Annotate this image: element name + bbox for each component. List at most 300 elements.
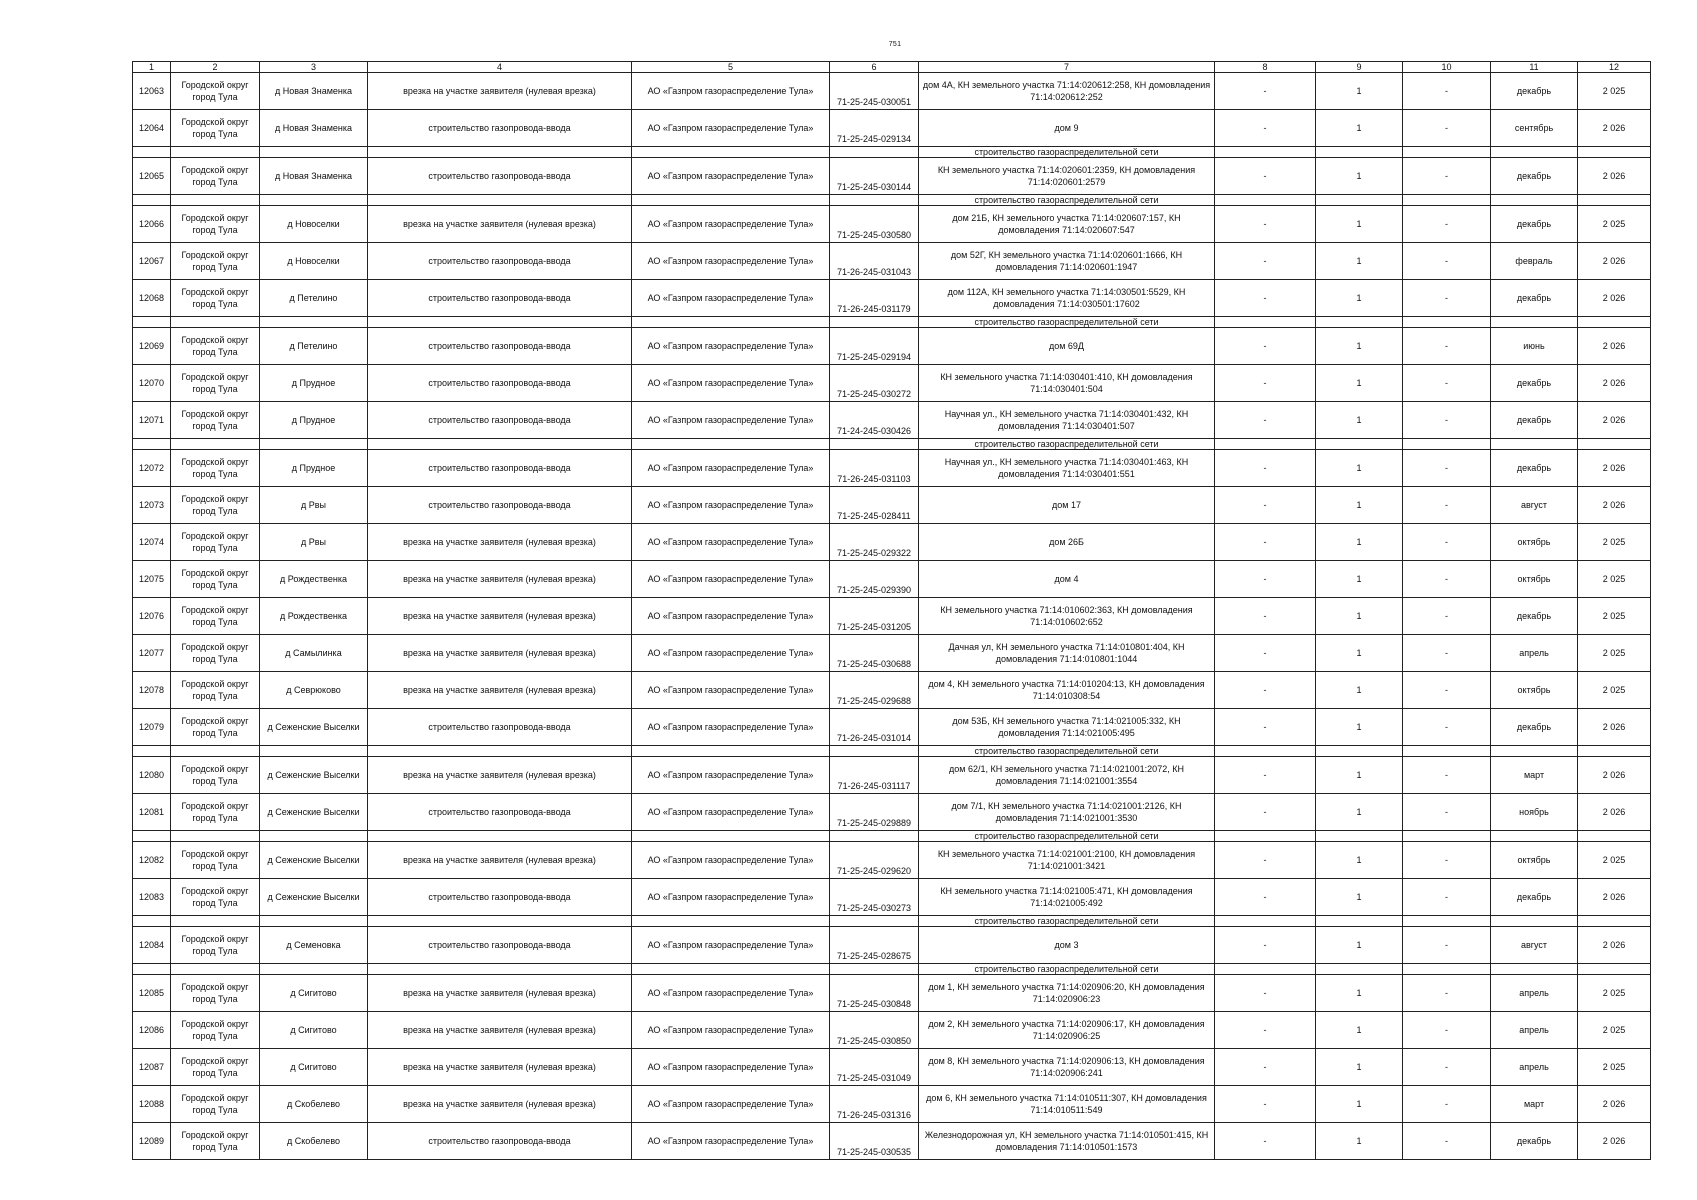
table-row [133,598,1651,635]
year-cell: 2 025 [1578,842,1651,879]
row-number: 12080 [133,757,171,794]
column-10-cell: - [1403,328,1491,365]
separator-blank-cell [632,439,830,450]
locality-cell: д Новоселки [260,206,368,243]
month-cell: декабрь [1491,206,1578,243]
application-code-cell: 71-26-245-031117 [830,757,919,794]
quantity-cell: 1 [1316,794,1403,831]
separator-blank-cell [1578,317,1651,328]
organization-cell: АО «Газпром газораспределение Тула» [632,709,830,746]
table-row [133,487,1651,524]
row-number: 12083 [133,879,171,916]
separator-blank-cell [368,964,632,975]
quantity-cell: 1 [1316,402,1403,439]
address-cell: дом 53Б, КН земельного участка 71:14:021005:332, КН домовладения 71:14:021005:495 [919,709,1215,746]
year-cell: 2 026 [1578,879,1651,916]
work-type-cell: врезка на участке заявителя (нулевая врезка) [368,842,632,879]
separator-blank-cell [1215,746,1316,757]
separator-blank-cell [1491,831,1578,842]
column-8-cell: - [1215,280,1316,317]
work-type-cell: врезка на участке заявителя (нулевая врезка) [368,1086,632,1123]
gasification-table [132,61,1651,1160]
table-row [133,1012,1651,1049]
separator-blank-cell [1578,147,1651,158]
organization-cell: АО «Газпром газораспределение Тула» [632,794,830,831]
year-cell: 2 026 [1578,927,1651,964]
district-cell: Городской округ город Тула [171,635,260,672]
separator-blank-cell [1578,916,1651,927]
district-cell: Городской округ город Тула [171,280,260,317]
address-cell: дом 26Б [919,524,1215,561]
row-number: 12076 [133,598,171,635]
district-cell: Городской округ город Тула [171,524,260,561]
application-code-cell: 71-25-245-030051 [830,73,919,110]
table-row [133,450,1651,487]
district-cell: Городской округ город Тула [171,1123,260,1160]
district-cell: Городской округ город Тула [171,1012,260,1049]
table-row [133,158,1651,195]
separator-blank-cell [1578,831,1651,842]
separator-blank-cell [1215,916,1316,927]
district-cell: Городской округ город Тула [171,110,260,147]
row-number: 12075 [133,561,171,598]
address-cell: дом 21Б, КН земельного участка 71:14:020607:157, КН домовладения 71:14:020607:547 [919,206,1215,243]
separator-blank-cell [1403,746,1491,757]
column-10-cell: - [1403,635,1491,672]
row-number: 12089 [133,1123,171,1160]
column-8-cell: - [1215,73,1316,110]
separator-blank-cell [1491,746,1578,757]
column-10-cell: - [1403,842,1491,879]
organization-cell: АО «Газпром газораспределение Тула» [632,158,830,195]
page-number: 751 [888,41,902,48]
column-header: 5 [632,62,830,73]
organization-cell: АО «Газпром газораспределение Тула» [632,524,830,561]
month-cell: декабрь [1491,450,1578,487]
year-cell: 2 026 [1578,158,1651,195]
quantity-cell: 1 [1316,709,1403,746]
month-cell: декабрь [1491,879,1578,916]
separator-blank-cell [260,147,368,158]
address-cell: КН земельного участка 71:14:021001:2100, КН домовладения 71:14:021001:3421 [919,842,1215,879]
table-row [133,757,1651,794]
month-cell: октябрь [1491,842,1578,879]
month-cell: август [1491,927,1578,964]
organization-cell: АО «Газпром газораспределение Тула» [632,280,830,317]
application-code-cell: 71-25-245-030688 [830,635,919,672]
column-header: 2 [171,62,260,73]
table-row [133,328,1651,365]
quantity-cell: 1 [1316,1123,1403,1160]
work-type-cell: врезка на участке заявителя (нулевая врезка) [368,975,632,1012]
column-header: 7 [919,62,1215,73]
section-separator-row [133,439,1651,450]
column-10-cell: - [1403,1049,1491,1086]
work-type-cell: врезка на участке заявителя (нулевая врезка) [368,73,632,110]
column-header: 3 [260,62,368,73]
address-cell: дом 7/1, КН земельного участка 71:14:021001:2126, КН домовладения 71:14:021001:3530 [919,794,1215,831]
column-10-cell: - [1403,1086,1491,1123]
separator-blank-cell [260,439,368,450]
district-cell: Городской округ город Тула [171,365,260,402]
application-code-cell: 71-25-245-029134 [830,110,919,147]
separator-blank-cell [1215,317,1316,328]
application-code-cell: 71-24-245-030426 [830,402,919,439]
district-cell: Городской округ город Тула [171,243,260,280]
work-type-cell: строительство газопровода-ввода [368,158,632,195]
row-number: 12078 [133,672,171,709]
address-cell: дом 8, КН земельного участка 71:14:020906:13, КН домовладения 71:14:020906:241 [919,1049,1215,1086]
application-code-cell: 71-25-245-029688 [830,672,919,709]
locality-cell: д Самылинка [260,635,368,672]
separator-blank-cell [632,195,830,206]
district-cell: Городской округ город Тула [171,206,260,243]
separator-blank-cell [171,439,260,450]
month-cell: ноябрь [1491,794,1578,831]
month-cell: апрель [1491,975,1578,1012]
quantity-cell: 1 [1316,672,1403,709]
month-cell: март [1491,757,1578,794]
table-row [133,243,1651,280]
column-8-cell: - [1215,1086,1316,1123]
year-cell: 2 026 [1578,450,1651,487]
separator-blank-cell [260,831,368,842]
locality-cell: д Петелино [260,280,368,317]
work-type-cell: строительство газопровода-ввода [368,487,632,524]
locality-cell: д Рождественка [260,561,368,598]
work-type-cell: врезка на участке заявителя (нулевая врезка) [368,206,632,243]
month-cell: апрель [1491,1049,1578,1086]
year-cell: 2 025 [1578,975,1651,1012]
table-row [133,1049,1651,1086]
column-10-cell: - [1403,757,1491,794]
address-cell: дом 4А, КН земельного участка 71:14:020612:258, КН домовладения 71:14:020612:252 [919,73,1215,110]
month-cell: октябрь [1491,672,1578,709]
separator-blank-cell [830,147,919,158]
separator-blank-cell [1578,439,1651,450]
separator-blank-cell [1215,195,1316,206]
separator-label: строительство газораспределительной сети [919,147,1215,158]
separator-blank-cell [1403,916,1491,927]
month-cell: декабрь [1491,598,1578,635]
work-type-cell: врезка на участке заявителя (нулевая врезка) [368,598,632,635]
separator-blank-cell [368,147,632,158]
year-cell: 2 026 [1578,757,1651,794]
separator-blank-cell [1403,964,1491,975]
separator-blank-cell [1316,916,1403,927]
quantity-cell: 1 [1316,280,1403,317]
separator-blank-cell [1215,831,1316,842]
row-number: 12072 [133,450,171,487]
year-cell: 2 025 [1578,672,1651,709]
section-separator-row [133,746,1651,757]
month-cell: август [1491,487,1578,524]
address-cell: дом 6, КН земельного участка 71:14:010511:307, КН домовладения 71:14:010511:549 [919,1086,1215,1123]
month-cell: декабрь [1491,365,1578,402]
address-cell: дом 2, КН земельного участка 71:14:020906:17, КН домовладения 71:14:020906:25 [919,1012,1215,1049]
column-10-cell: - [1403,1012,1491,1049]
row-number: 12066 [133,206,171,243]
organization-cell: АО «Газпром газораспределение Тула» [632,487,830,524]
application-code-cell: 71-25-245-030535 [830,1123,919,1160]
separator-blank-cell [133,831,171,842]
year-cell: 2 026 [1578,328,1651,365]
separator-blank-cell [632,147,830,158]
address-cell: Научная ул., КН земельного участка 71:14:030401:463, КН домовладения 71:14:030401:551 [919,450,1215,487]
separator-blank-cell [1316,964,1403,975]
column-header: 1 [133,62,171,73]
month-cell: декабрь [1491,402,1578,439]
work-type-cell: строительство газопровода-ввода [368,110,632,147]
locality-cell: д Сигитово [260,975,368,1012]
section-separator-row [133,195,1651,206]
application-code-cell: 71-25-245-028675 [830,927,919,964]
column-10-cell: - [1403,927,1491,964]
locality-cell: д Скобелево [260,1086,368,1123]
separator-label: строительство газораспределительной сети [919,195,1215,206]
row-number: 12079 [133,709,171,746]
separator-blank-cell [133,147,171,158]
table-row [133,975,1651,1012]
address-cell: дом 4, КН земельного участка 71:14:010204:13, КН домовладения 71:14:010308:54 [919,672,1215,709]
organization-cell: АО «Газпром газораспределение Тула» [632,975,830,1012]
year-cell: 2 026 [1578,402,1651,439]
month-cell: февраль [1491,243,1578,280]
application-code-cell: 71-26-245-031043 [830,243,919,280]
quantity-cell: 1 [1316,842,1403,879]
separator-blank-cell [368,317,632,328]
column-8-cell: - [1215,927,1316,964]
separator-blank-cell [171,147,260,158]
separator-blank-cell [171,746,260,757]
application-code-cell: 71-25-245-029620 [830,842,919,879]
application-code-cell: 71-26-245-031179 [830,280,919,317]
address-cell: Железнодорожная ул, КН земельного участка 71:14:010501:415, КН домовладения 71:14:010501:1573 [919,1123,1215,1160]
address-cell: дом 112А, КН земельного участка 71:14:030501:5529, КН домовладения 71:14:030501:17602 [919,280,1215,317]
column-10-cell: - [1403,975,1491,1012]
quantity-cell: 1 [1316,110,1403,147]
address-cell: дом 69Д [919,328,1215,365]
district-cell: Городской округ город Тула [171,927,260,964]
year-cell: 2 025 [1578,206,1651,243]
column-8-cell: - [1215,975,1316,1012]
district-cell: Городской округ город Тула [171,672,260,709]
organization-cell: АО «Газпром газораспределение Тула» [632,1123,830,1160]
application-code-cell: 71-25-245-030850 [830,1012,919,1049]
column-10-cell: - [1403,1123,1491,1160]
section-separator-row [133,147,1651,158]
separator-label: строительство газораспределительной сети [919,964,1215,975]
district-cell: Городской округ город Тула [171,598,260,635]
work-type-cell: строительство газопровода-ввода [368,243,632,280]
separator-blank-cell [1403,831,1491,842]
organization-cell: АО «Газпром газораспределение Тула» [632,672,830,709]
column-10-cell: - [1403,110,1491,147]
month-cell: апрель [1491,635,1578,672]
separator-blank-cell [830,439,919,450]
work-type-cell: строительство газопровода-ввода [368,709,632,746]
quantity-cell: 1 [1316,73,1403,110]
row-number: 12077 [133,635,171,672]
separator-blank-cell [1316,439,1403,450]
work-type-cell: строительство газопровода-ввода [368,927,632,964]
column-8-cell: - [1215,561,1316,598]
column-8-cell: - [1215,672,1316,709]
separator-blank-cell [260,964,368,975]
address-cell: КН земельного участка 71:14:010602:363, КН домовладения 71:14:010602:652 [919,598,1215,635]
separator-blank-cell [1578,746,1651,757]
quantity-cell: 1 [1316,487,1403,524]
application-code-cell: 71-25-245-030272 [830,365,919,402]
column-number-header [133,62,1651,73]
column-10-cell: - [1403,561,1491,598]
application-code-cell: 71-25-245-030273 [830,879,919,916]
separator-blank-cell [171,831,260,842]
column-10-cell: - [1403,524,1491,561]
organization-cell: АО «Газпром газораспределение Тула» [632,73,830,110]
locality-cell: д Сеженские Выселки [260,879,368,916]
month-cell: сентябрь [1491,110,1578,147]
column-8-cell: - [1215,709,1316,746]
separator-blank-cell [1215,964,1316,975]
application-code-cell: 71-25-245-030144 [830,158,919,195]
row-number: 12063 [133,73,171,110]
separator-blank-cell [1316,831,1403,842]
quantity-cell: 1 [1316,927,1403,964]
column-8-cell: - [1215,1012,1316,1049]
column-8-cell: - [1215,243,1316,280]
year-cell: 2 025 [1578,1012,1651,1049]
address-cell: дом 1, КН земельного участка 71:14:020906:20, КН домовладения 71:14:020906:23 [919,975,1215,1012]
organization-cell: АО «Газпром газораспределение Тула» [632,1086,830,1123]
year-cell: 2 026 [1578,280,1651,317]
table-row [133,1086,1651,1123]
column-8-cell: - [1215,757,1316,794]
organization-cell: АО «Газпром газораспределение Тула» [632,402,830,439]
column-8-cell: - [1215,635,1316,672]
organization-cell: АО «Газпром газораспределение Тула» [632,598,830,635]
section-separator-row [133,831,1651,842]
locality-cell: д Новая Знаменка [260,73,368,110]
table-row [133,709,1651,746]
work-type-cell: врезка на участке заявителя (нулевая врезка) [368,561,632,598]
year-cell: 2 025 [1578,524,1651,561]
work-type-cell: строительство газопровода-ввода [368,794,632,831]
column-8-cell: - [1215,524,1316,561]
separator-blank-cell [830,964,919,975]
locality-cell: д Сеженские Выселки [260,757,368,794]
district-cell: Городской округ город Тула [171,450,260,487]
column-header: 8 [1215,62,1316,73]
year-cell: 2 026 [1578,487,1651,524]
month-cell: декабрь [1491,73,1578,110]
locality-cell: д Сеженские Выселки [260,794,368,831]
organization-cell: АО «Газпром газораспределение Тула» [632,328,830,365]
month-cell: декабрь [1491,709,1578,746]
quantity-cell: 1 [1316,328,1403,365]
address-cell: КН земельного участка 71:14:030401:410, КН домовладения 71:14:030401:504 [919,365,1215,402]
table-row [133,280,1651,317]
address-cell: дом 17 [919,487,1215,524]
separator-blank-cell [830,195,919,206]
table-row [133,635,1651,672]
column-header: 6 [830,62,919,73]
separator-blank-cell [260,916,368,927]
column-10-cell: - [1403,73,1491,110]
application-code-cell: 71-25-245-028411 [830,487,919,524]
separator-blank-cell [171,317,260,328]
month-cell: июнь [1491,328,1578,365]
separator-blank-cell [1215,147,1316,158]
address-cell: дом 62/1, КН земельного участка 71:14:021001:2072, КН домовладения 71:14:021001:3554 [919,757,1215,794]
year-cell: 2 026 [1578,365,1651,402]
separator-blank-cell [1491,147,1578,158]
district-cell: Городской округ город Тула [171,73,260,110]
separator-blank-cell [1491,317,1578,328]
table-row [133,402,1651,439]
work-type-cell: строительство газопровода-ввода [368,328,632,365]
row-number: 12064 [133,110,171,147]
column-8-cell: - [1215,842,1316,879]
address-cell: Дачная ул, КН земельного участка 71:14:010801:404, КН домовладения 71:14:010801:1044 [919,635,1215,672]
year-cell: 2 026 [1578,709,1651,746]
column-10-cell: - [1403,598,1491,635]
quantity-cell: 1 [1316,365,1403,402]
column-10-cell: - [1403,365,1491,402]
column-8-cell: - [1215,365,1316,402]
month-cell: декабрь [1491,158,1578,195]
table-row [133,927,1651,964]
row-number: 12070 [133,365,171,402]
quantity-cell: 1 [1316,524,1403,561]
locality-cell: д Прудное [260,450,368,487]
year-cell: 2 025 [1578,635,1651,672]
column-8-cell: - [1215,487,1316,524]
separator-blank-cell [1316,317,1403,328]
column-8-cell: - [1215,206,1316,243]
table-row [133,365,1651,402]
separator-blank-cell [171,195,260,206]
separator-blank-cell [1215,439,1316,450]
quantity-cell: 1 [1316,1086,1403,1123]
table-row [133,561,1651,598]
application-code-cell: 71-26-245-031316 [830,1086,919,1123]
locality-cell: д Севрюково [260,672,368,709]
row-number: 12073 [133,487,171,524]
year-cell: 2 025 [1578,561,1651,598]
locality-cell: д Рождественка [260,598,368,635]
separator-blank-cell [1491,916,1578,927]
column-header: 10 [1403,62,1491,73]
section-separator-row [133,964,1651,975]
column-10-cell: - [1403,709,1491,746]
district-cell: Городской округ город Тула [171,1049,260,1086]
organization-cell: АО «Газпром газораспределение Тула» [632,243,830,280]
address-cell: дом 52Г, КН земельного участка 71:14:020601:1666, КН домовладения 71:14:020601:1947 [919,243,1215,280]
district-cell: Городской округ город Тула [171,487,260,524]
locality-cell: д Сеженские Выселки [260,842,368,879]
locality-cell: д Новоселки [260,243,368,280]
separator-blank-cell [632,317,830,328]
separator-blank-cell [830,916,919,927]
separator-blank-cell [1403,439,1491,450]
column-10-cell: - [1403,672,1491,709]
row-number: 12067 [133,243,171,280]
separator-blank-cell [1403,317,1491,328]
column-8-cell: - [1215,158,1316,195]
separator-blank-cell [1316,147,1403,158]
locality-cell: д Прудное [260,365,368,402]
